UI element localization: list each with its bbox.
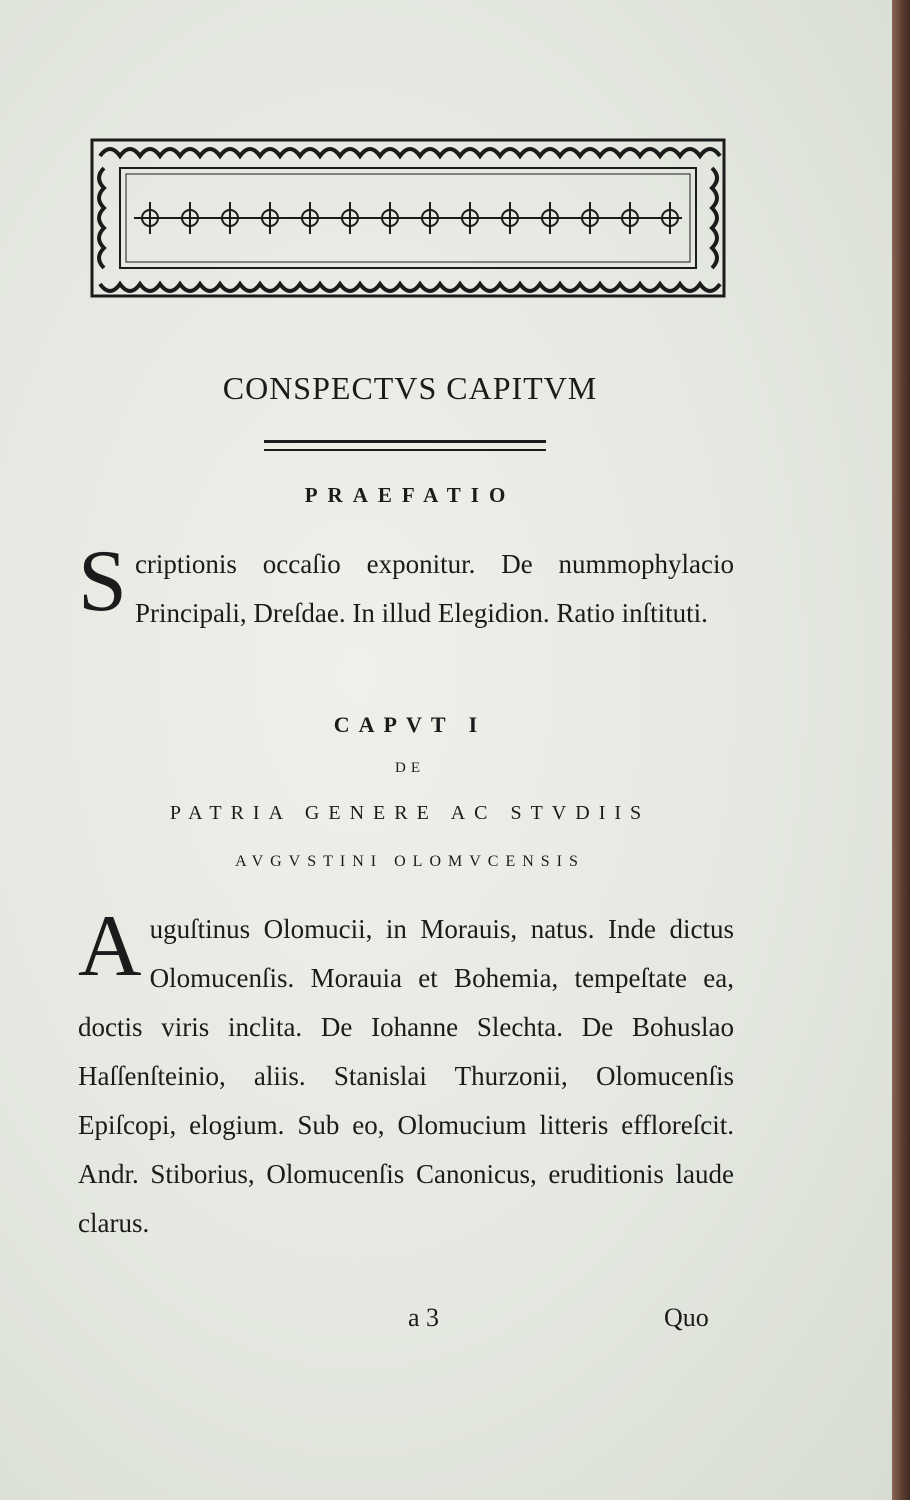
caput-dropcap: A: [78, 898, 142, 995]
signature-mark: a 3: [408, 1303, 440, 1332]
catchword: Quo: [664, 1303, 709, 1332]
caput-text: uguſtinus Olomucii, in Morauis, natus. Inde dictus Olomucenſis. Morauia et Bohemia, tempeſtate ea, doctis viris inclita. De Iohanne Slechta. De Bohuslao Haſſenſteinio, aliis. Stanislai Thurzonii, Olomucenſis Epiſcopi, elogium. Sub eo, Olomucium litteris effloreſcit. Andr. Stiborius, Olomucenſis Canonicus, eruditionis laude clarus.: [78, 914, 734, 1238]
caput-subject-line-1: PATRIA GENERE AC STVDIIS: [169, 802, 651, 824]
praefatio-dropcap: S: [78, 533, 127, 630]
title-rule-thick: [264, 440, 546, 443]
praefatio-text: criptionis occaſio exponitur. De nummophylacio Principali, Dreſdae. In illud Elegidion. Ratio inſtituti.: [134, 549, 734, 628]
caput-subject-line-2: AVGVSTINI OLOMVCENSIS: [235, 853, 585, 870]
praefatio-heading: PRAEFATIO: [304, 483, 516, 507]
ornamental-headpiece-border: [90, 138, 726, 298]
caput-de: DE: [395, 760, 425, 776]
title-rule-thin: [264, 449, 546, 451]
praefatio-paragraph: [78, 533, 734, 638]
book-binding-edge: [892, 0, 910, 1500]
caput-heading: CAPVT I: [333, 712, 487, 737]
caput-paragraph: [78, 898, 734, 1248]
page-title: CONSPECTVS CAPITVM: [222, 370, 598, 406]
